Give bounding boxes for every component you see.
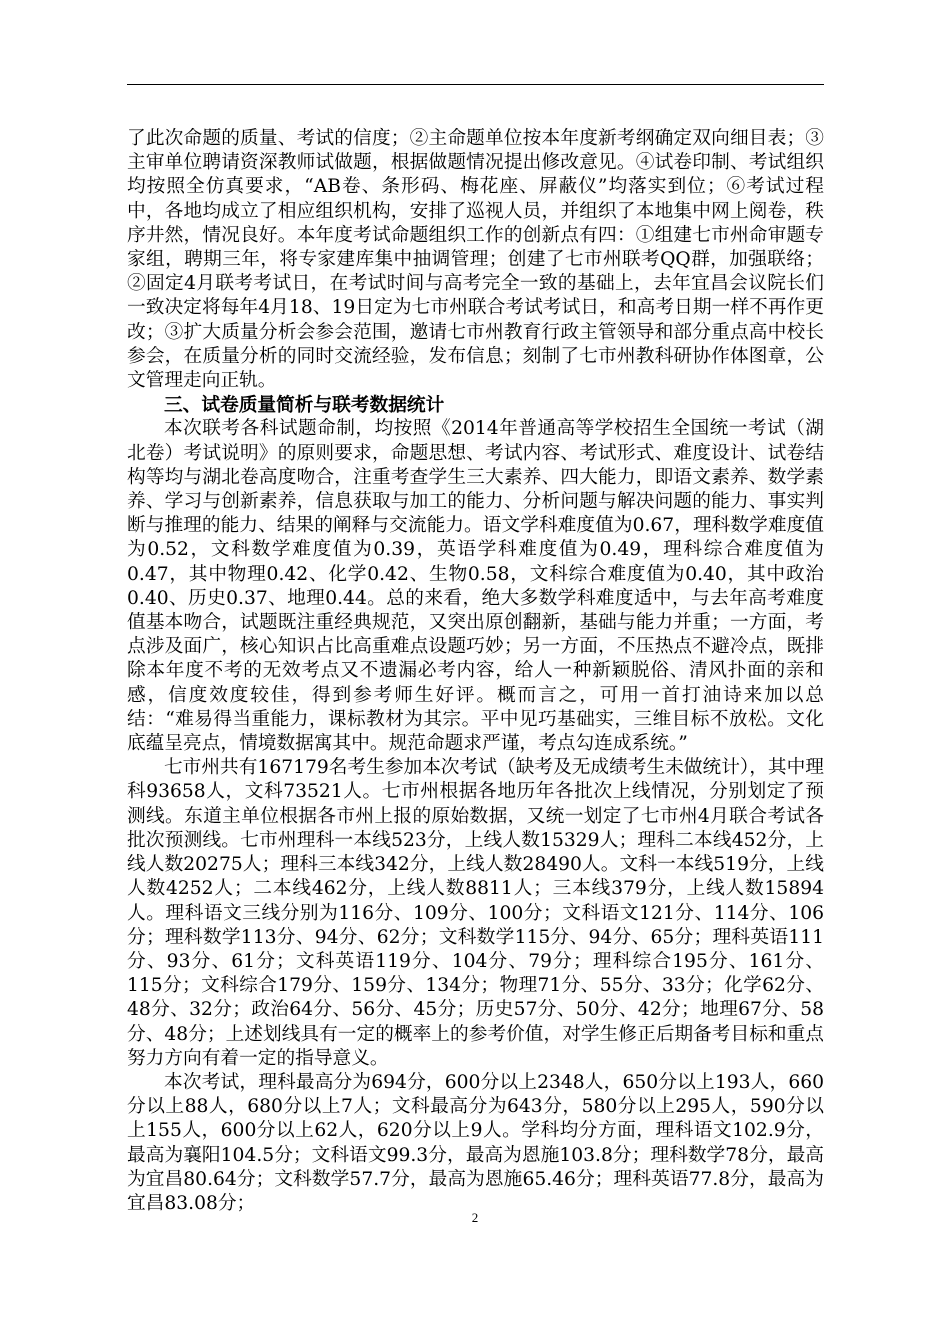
document-body xyxy=(127,127,824,1216)
page-number: 2 xyxy=(471,1210,479,1225)
paragraph-top-scores: 本次考试，理科最高分为694分，600分以上2348人，650分以上193人，660分以上88人，680分以上7人；文科最高分为643分，580分以上295人，590分以上155人，600分以上62人，620分以上9人。学科均分方面，理科语文102.9分，最高为襄阳104.5分；文科语文99.3分，最高为恩施103.8分；理科数学78分，最高为宜昌80.64分；文科数学57.7分，最高为恩施65.46分；理科英语77.8分，最高为宜昌83.08分； xyxy=(127,1071,824,1214)
section-heading: 三、试卷质量简析与联考数据统计 xyxy=(164,394,445,417)
paragraph-exam-quality: 本次联考各科试题命制，均按照《2014年普通高等学校招生全国统一考试（湖北卷）考试说明》的原则要求，命题思想、考试内容、考试形式、难度设计、试卷结构等均与湖北卷高度吻合，注重考查学生三大素养、四大能力，即语文素养、数学素养、学习与创新素养，信息获取与加工的能力、分析问题与解决问题的能力、事实判断与推理的能力、结果的阐释与交流能力。语文学科难度值为0.67，理科数学难度值为0.52，文科数学难度值为0.39，英语学科难度值为0.49，理科综合难度值为0.47，其中物理0.42、化学0.42、生物0.58，文科综合难度值为0.40，其中政治0.40、历史0.37、地理0.44。总的来看，绝大多数学科难度适中，与去年高考难度值基本吻合，试题既注重经典规范，又突出原创翻新，基础与能力并重；一方面，考点涉及面广，核心知识占比高重难点设题巧妙；另一方面，不压热点不避冷点，既排除本年度不考的无效考点又不遗漏必考内容，给人一种新颖脱俗、清风扑面的亲和感，信度效度较佳，得到参考师生好评。概而言之，可用一首打油诗来加以总结：“难易得当重能力，课标教材为其宗。平中见巧基础实，三维目标不放松。文化底蕴呈亮点，情境数据寓其中。规范命题求严谨，考点勾连成系统。” xyxy=(127,418,824,755)
paragraph-continuation: 了此次命题的质量、考试的信度；②主命题单位按本年度新考纲确定双向细目表；③主审单位聘请资深教师试做题，根据做题情况提出修改意见。④试卷印制、考试组织均按照全仿真要求，“AB卷、条形码、梅花座、屏蔽仪”均落实到位；⑥考试过程中，各地均成立了相应组织机构，安排了巡视人员，并组织了本地集中网上阅卷，秩序井然，情况良好。本年度考试命题组织工作的创新点有四：①组建七市州命审题专家组，聘期三年，将专家建库集中抽调管理；创建了七市州联考QQ群，加强联络；②固定4月联考考试日，在考试时间与高考完全一致的基础上，去年宜昌会议院长们一致决定将每年4月18、19日定为七市州联合考试考试日，和高考日期一样不再作更改；③扩大质量分析会参会范围，邀请七市州教育行政主管领导和部分重点高中校长参会，在质量分析的同时交流经验，发布信息；刻制了七市州教科研协作体图章，公文管理走向正轨。 xyxy=(127,128,824,392)
header-rule xyxy=(127,84,824,85)
paragraph-score-lines: 七市州共有167179名考生参加本次考试（缺考及无成绩考生未做统计），其中理科93658人，文科73521人。七市州根据各地历年各批次上线情况，分别划定了预测线。东道主单位根据各市州上报的原始数据，又统一划定了七市州4月联合考试各批次预测线。七市州理科一本线523分，上线人数15329人；理科二本线452分，上线人数20275人；理科三本线342分，上线人数28490人。文科一本线519分，上线人数4252人；二本线462分，上线人数8811人；三本线379分，上线人数15894人。理科语文三线分别为116分、109分、100分；文科语文121分、114分、106分；理科数学113分、94分、62分；文科数学115分、94分、65分；理科英语111分、93分、61分；文科英语119分、104分、79分；理科综合195分、161分、115分；文科综合179分、159分、134分；物理71分、55分、33分；化学62分、48分、32分；政治64分、56分、45分；历史57分、50分、42分；地理67分、58分、48分；上述划线具有一定的概率上的参考价值，对学生修正后期备考目标和重点努力方向有着一定的指导意义。 xyxy=(127,757,824,1069)
